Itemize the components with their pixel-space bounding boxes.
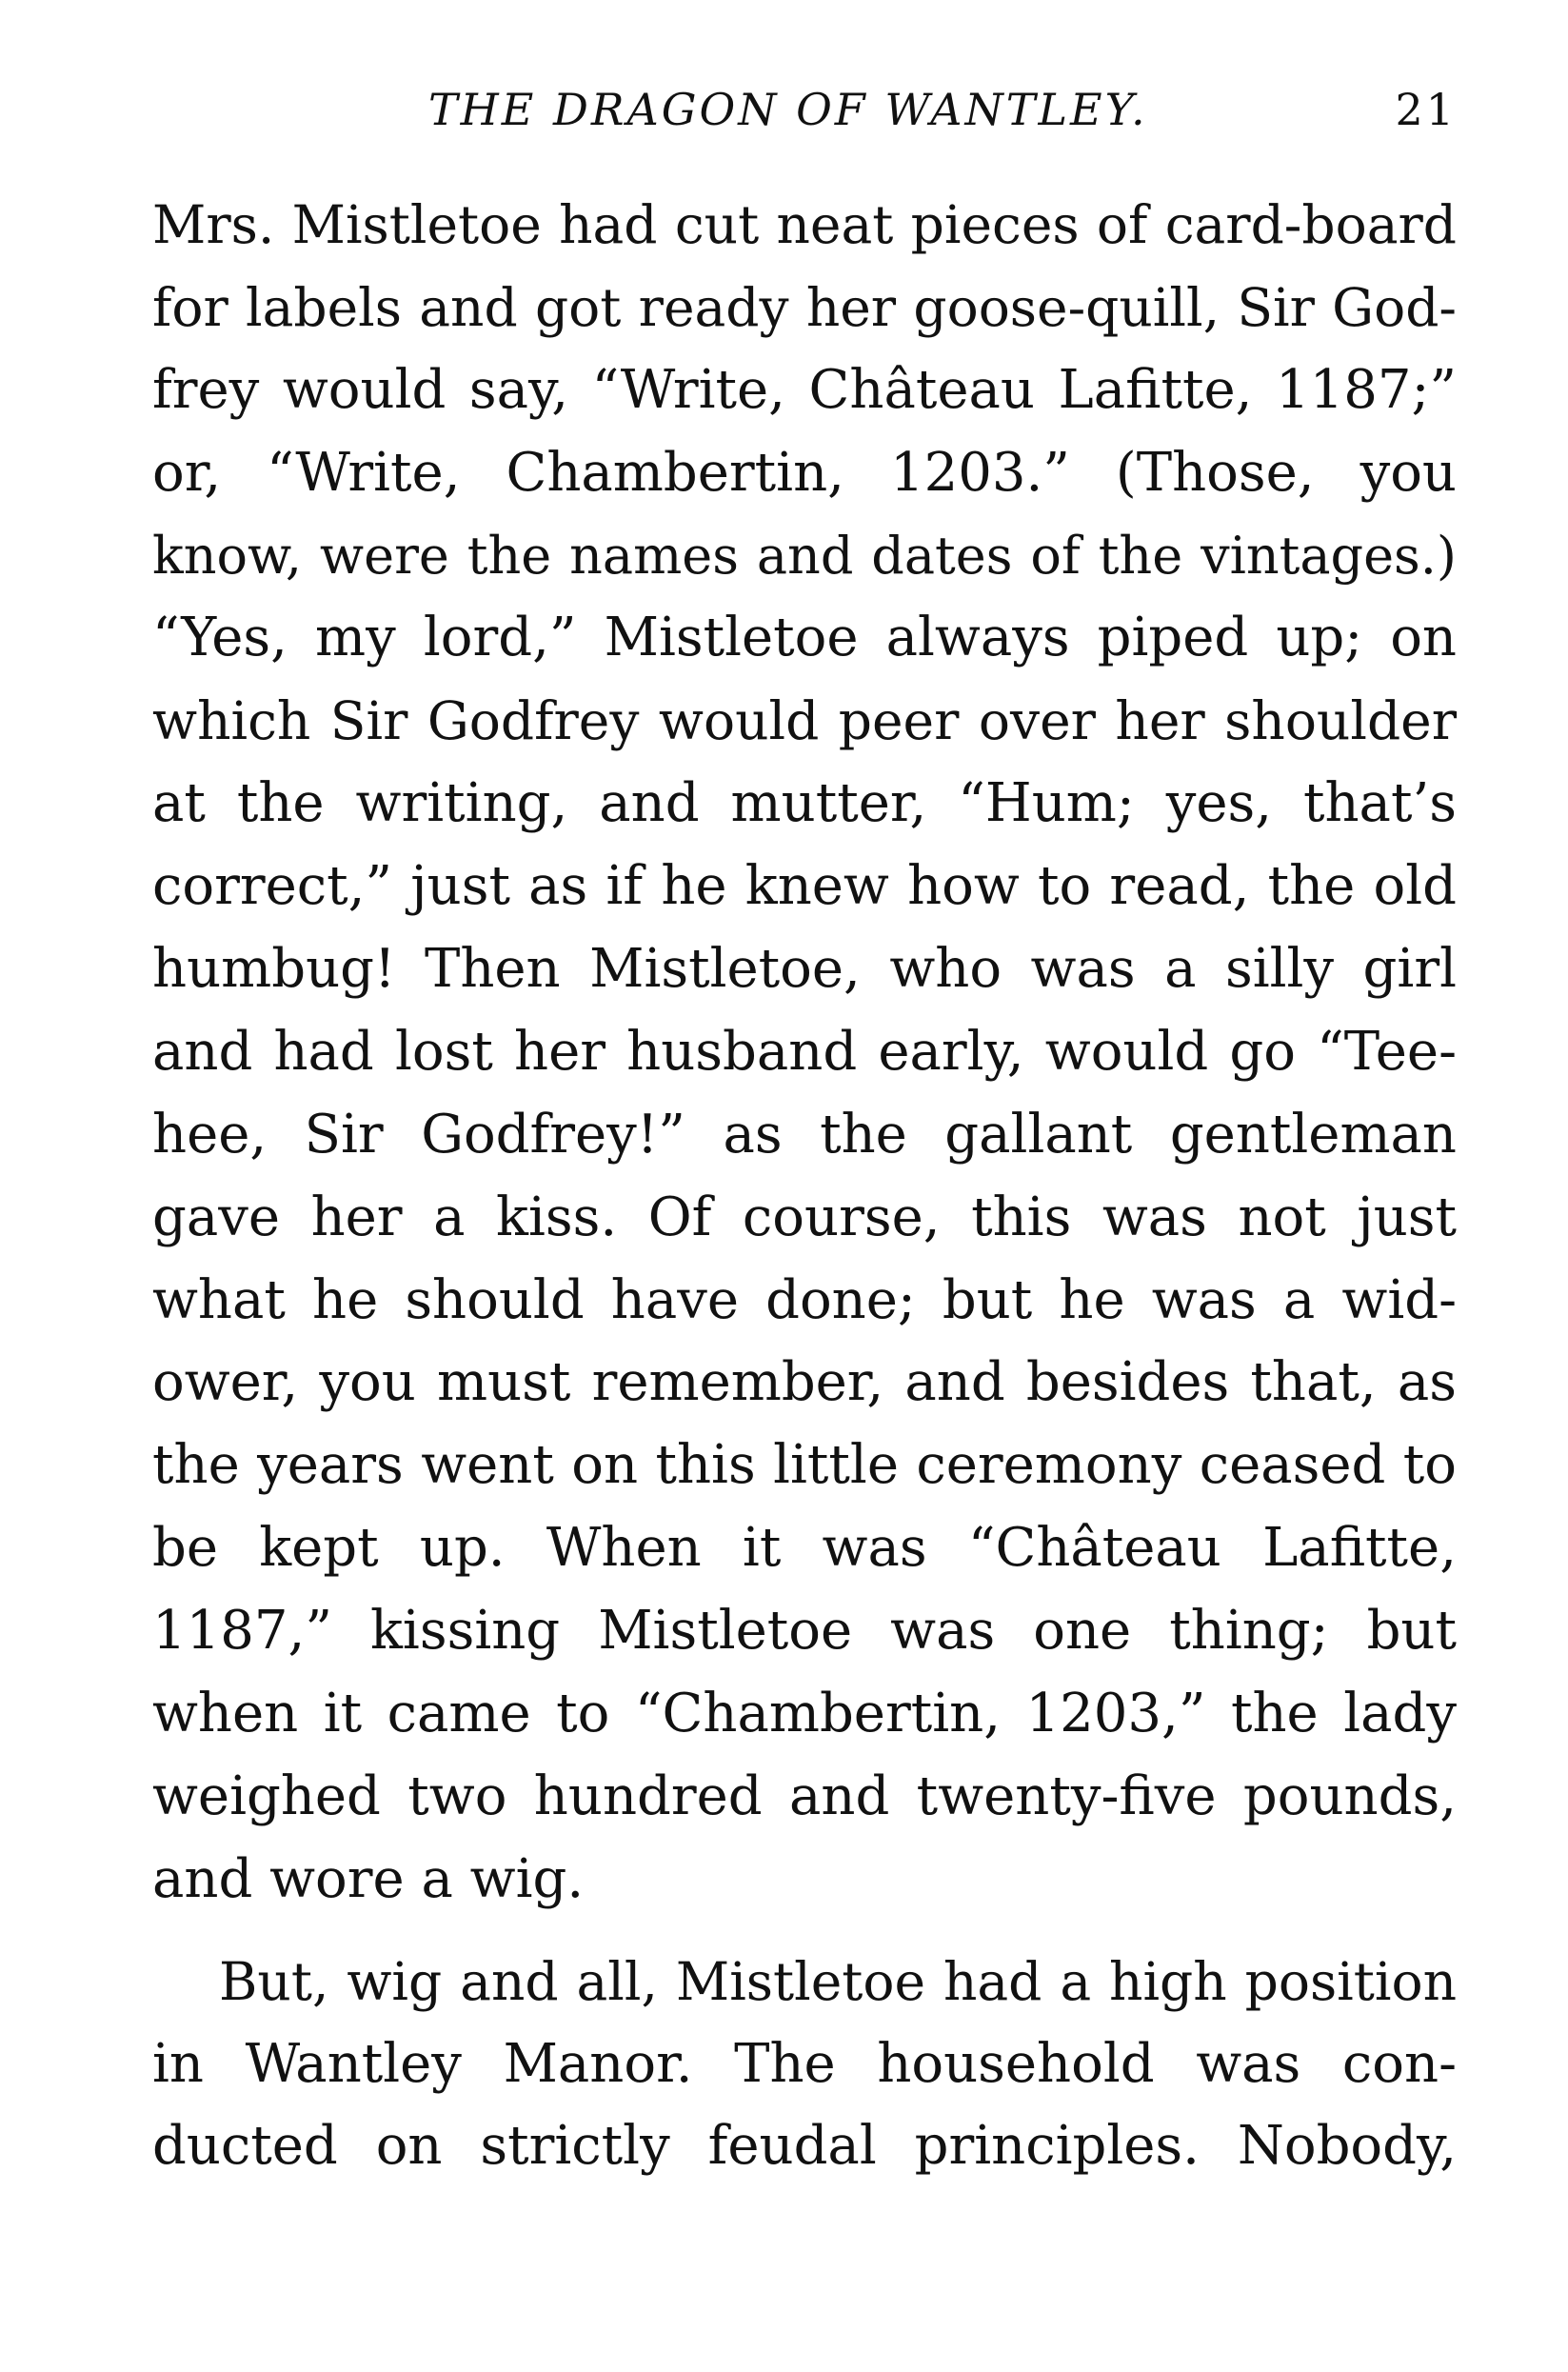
page-number: 21: [1395, 84, 1457, 135]
text-line: gave her a kiss. Of course, this was not just: [152, 1186, 1457, 1248]
text-line: know, were the names and dates of the vintages.): [152, 525, 1457, 586]
running-title: THE DRAGON OF WANTLEY.: [428, 84, 1148, 135]
text-line: ower, you must remember, and besides that, as: [152, 1351, 1457, 1414]
text-line: humbug! Then Mistletoe, who was a silly girl: [152, 938, 1457, 1001]
running-header: [152, 84, 1457, 141]
text-line: which Sir Godfrey would peer over her shoulder: [152, 690, 1457, 752]
text-line: hee, Sir Godfrey!” as the gallant gentleman: [152, 1103, 1457, 1166]
text-line: what he should have done; but he was a wid-: [152, 1268, 1457, 1331]
text-line: or, “Write, Chambertin, 1203.” (Those, you: [152, 441, 1457, 504]
text-line: “Yes, my lord,” Mistletoe always piped up; on: [152, 607, 1457, 669]
text-line: and wore a wig.: [152, 1847, 585, 1910]
text-line: weighed two hundred and twenty-five pounds,: [152, 1764, 1457, 1827]
text-line: ducted on strictly feudal principles. Nobody,: [152, 2115, 1457, 2178]
text-line: at the writing, and mutter, “Hum; yes, that’s: [152, 772, 1457, 835]
text-line: Mrs. Mistletoe had cut neat pieces of card-board: [152, 194, 1457, 255]
body-text: [152, 184, 1457, 2188]
text-line: when it came to “Chambertin, 1203,” the lady: [152, 1683, 1457, 1745]
text-line: the years went on this little ceremony ceased to: [152, 1434, 1457, 1497]
text-line: frey would say, “Write, Château Lafitte, 1187;”: [152, 358, 1457, 421]
text-line: for labels and got ready her goose-quill, Sir God-: [152, 276, 1457, 338]
text-line: 1187,” kissing Mistletoe was one thing; but: [152, 1600, 1457, 1663]
text-line: correct,” just as if he knew how to read, the old: [152, 855, 1457, 918]
paragraph-1: [152, 184, 1457, 1922]
text-line: But, wig and all, Mistletoe had a high position: [219, 1950, 1457, 2012]
text-line: in Wantley Manor. The household was con-: [152, 2032, 1457, 2095]
paragraph-2: [152, 1941, 1457, 2189]
paragraph-gap: [152, 1922, 1457, 1941]
text-line: and had lost her husband early, would go “Tee-: [152, 1020, 1457, 1083]
text-line: be kept up. When it was “Château Lafitte,: [152, 1517, 1457, 1580]
